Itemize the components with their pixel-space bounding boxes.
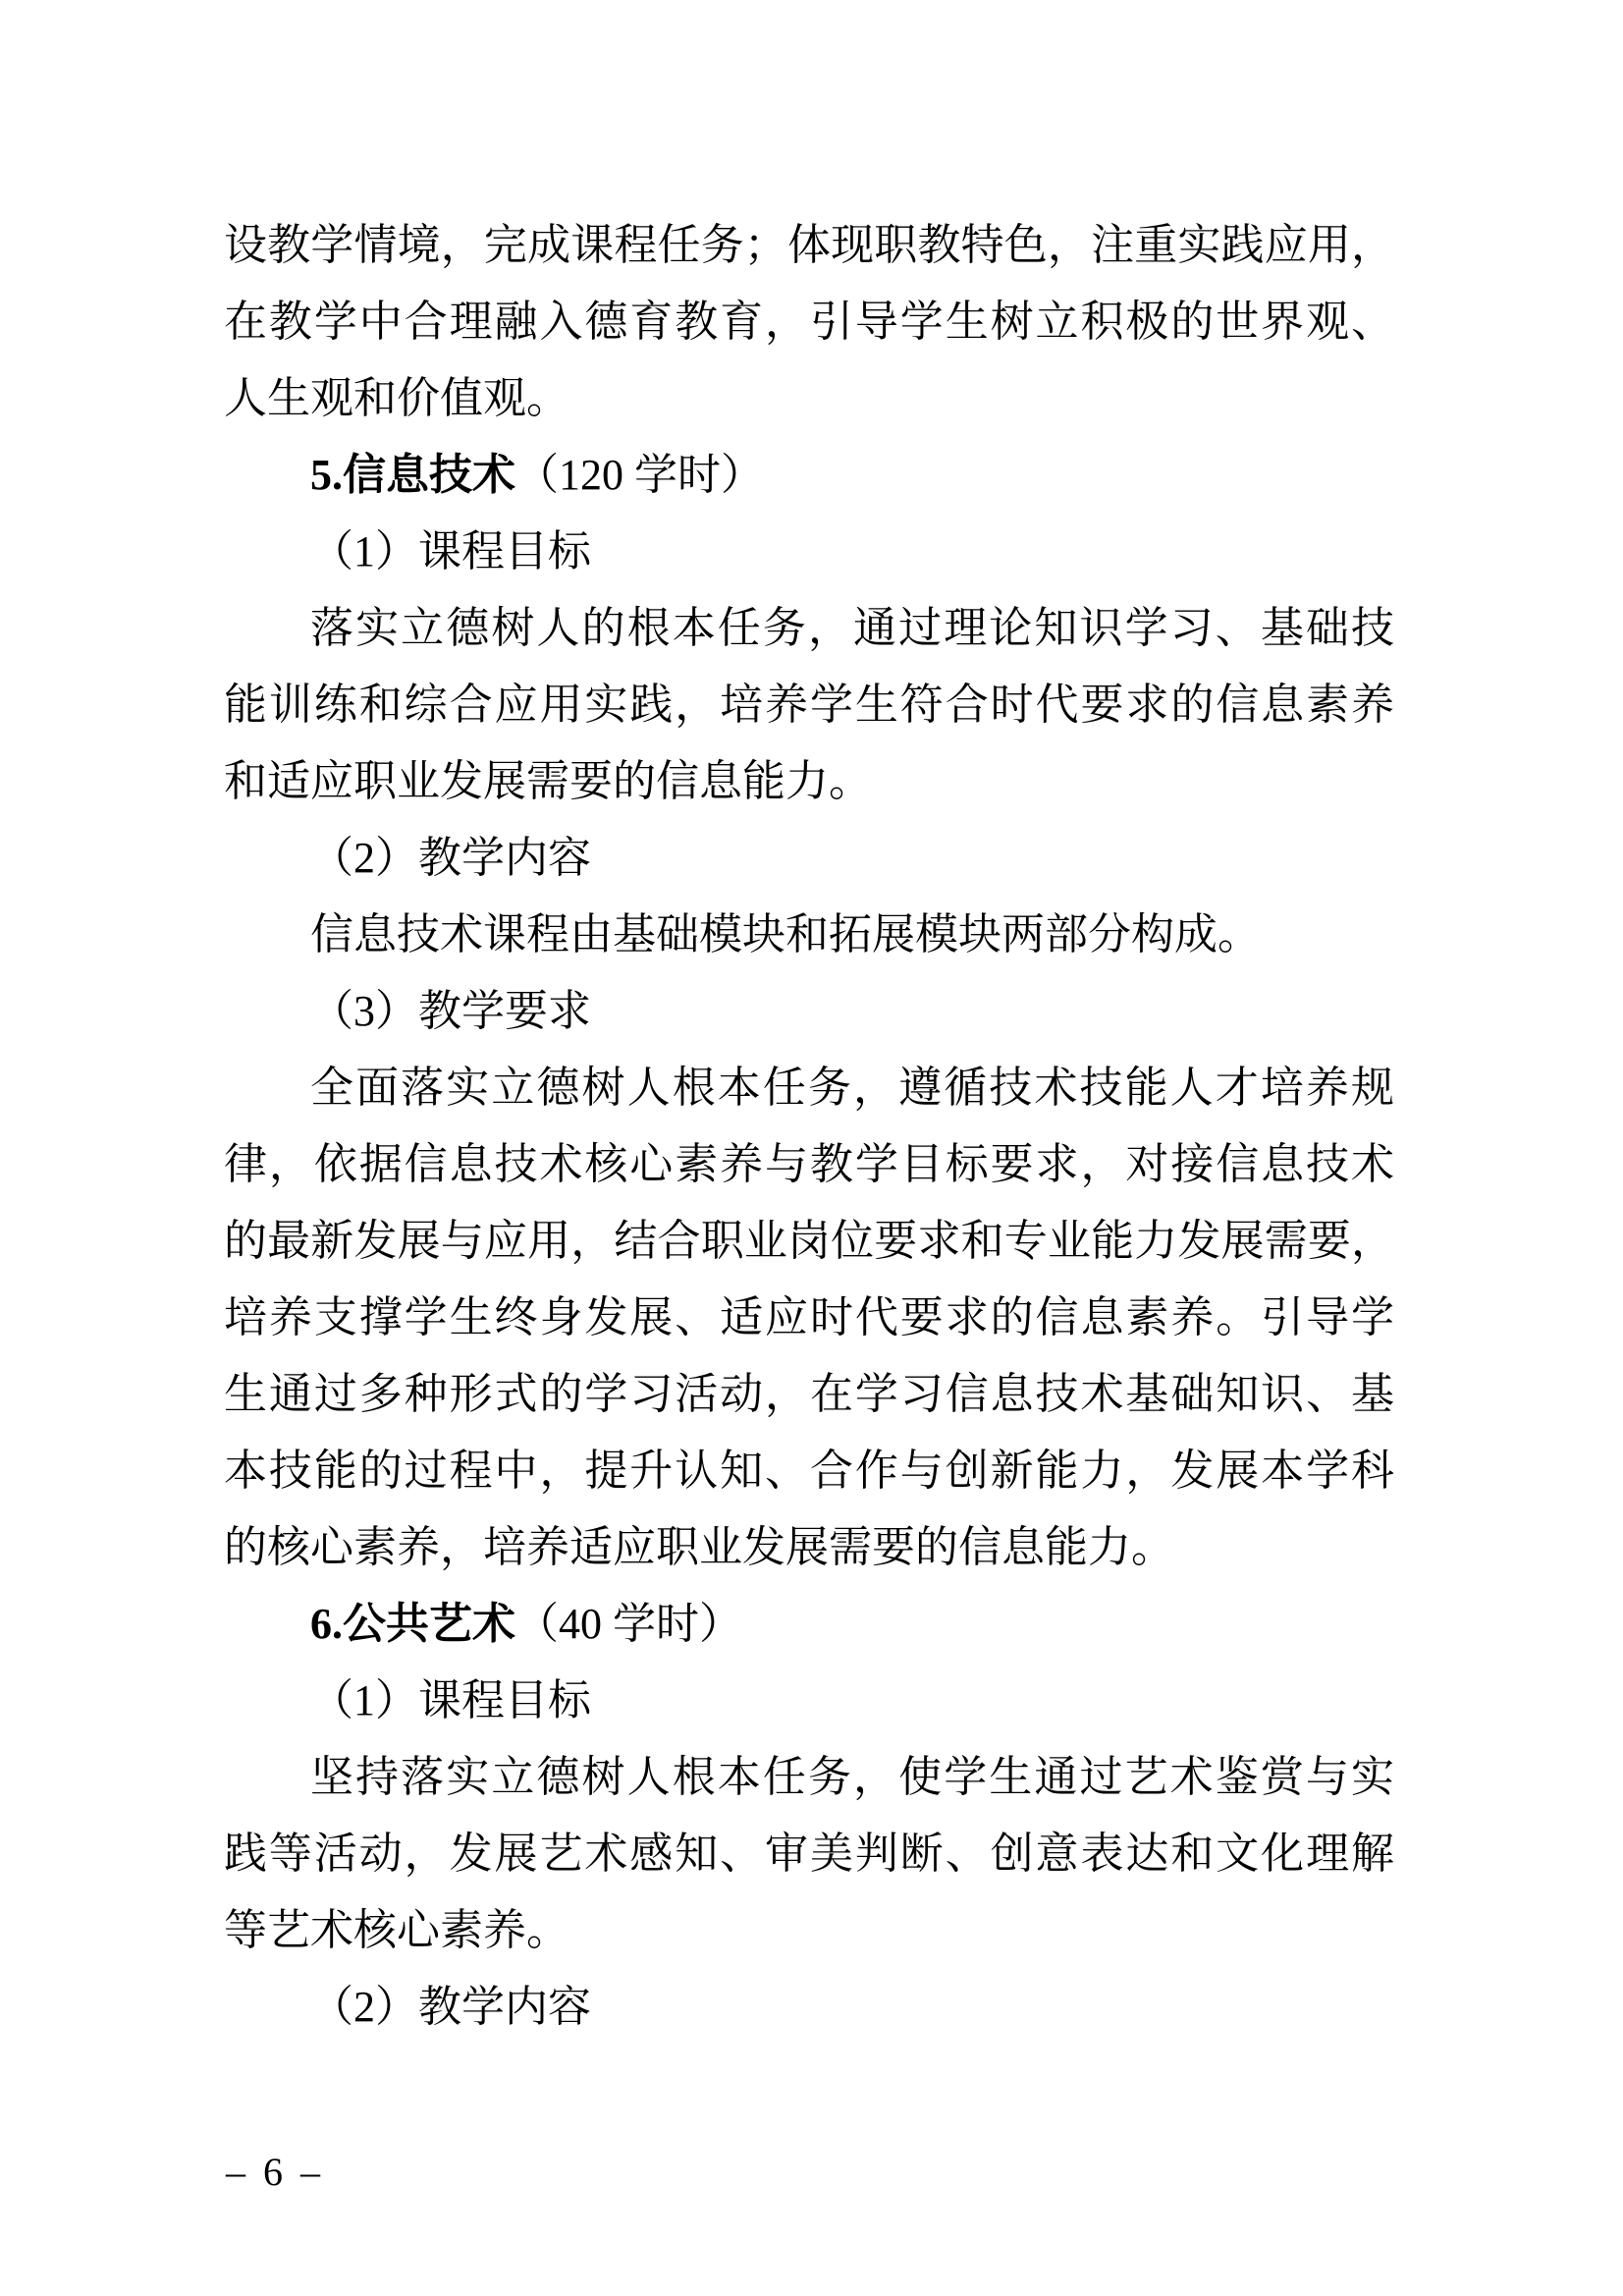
body-line-6: 落实立德树人的根本任务，通过理论知识学习、基础技 bbox=[310, 604, 1394, 652]
section-heading-info-tech-title: 5.信息技术 bbox=[310, 451, 515, 499]
body-line-24: （2）教学内容 bbox=[310, 1983, 591, 2031]
section-heading-info-tech-hours: （120 学时） bbox=[515, 451, 764, 499]
body-line-11: （3）教学要求 bbox=[310, 987, 591, 1035]
body-line-7: 能训练和综合应用实践，培养学生符合时代要求的信息素养 bbox=[224, 681, 1394, 729]
body-line-20: （1）课程目标 bbox=[310, 1676, 591, 1724]
body-line-8: 和适应职业发展需要的信息能力。 bbox=[224, 757, 872, 805]
body-line-22: 践等活动，发展艺术感知、审美判断、创意表达和文化理解 bbox=[224, 1830, 1394, 1878]
section-heading-public-art-title: 6.公共艺术 bbox=[310, 1600, 515, 1648]
body-line-21: 坚持落实立德树人根本任务，使学生通过艺术鉴赏与实 bbox=[310, 1753, 1394, 1801]
body-line-9: （2）教学内容 bbox=[310, 834, 591, 882]
body-line-5: （1）课程目标 bbox=[310, 527, 591, 575]
body-line-10: 信息技术课程由基础模块和拓展模块两部分构成。 bbox=[310, 910, 1261, 958]
body-text bbox=[224, 207, 1394, 2046]
body-line-2: 在教学中合理融入德育教育，引导学生树立积极的世界观、 bbox=[224, 298, 1394, 346]
section-heading-public-art-hours: （40 学时） bbox=[515, 1600, 742, 1648]
page-number: – 6 – bbox=[226, 2150, 324, 2194]
body-line-3: 人生观和价值观。 bbox=[224, 374, 569, 422]
section-heading-info-tech bbox=[224, 437, 1394, 514]
body-line-16: 生通过多种形式的学习活动，在学习信息技术基础知识、基 bbox=[224, 1370, 1394, 1418]
body-line-13: 律，依据信息技术核心素养与教学目标要求，对接信息技术 bbox=[224, 1140, 1394, 1188]
body-line-14: 的最新发展与应用，结合职业岗位要求和专业能力发展需要， bbox=[224, 1217, 1394, 1265]
body-line-17: 本技能的过程中，提升认知、合作与创新能力，发展本学科 bbox=[224, 1447, 1394, 1495]
body-line-18: 的核心素养，培养适应职业发展需要的信息能力。 bbox=[224, 1523, 1174, 1571]
body-line-23: 等艺术核心素养。 bbox=[224, 1906, 569, 1954]
body-line-1: 设教学情境，完成课程任务；体现职教特色，注重实践应用， bbox=[224, 221, 1394, 269]
section-heading-public-art bbox=[224, 1586, 1394, 1663]
body-line-15: 培养支撑学生终身发展、适应时代要求的信息素养。引导学 bbox=[224, 1293, 1394, 1341]
body-line-12: 全面落实立德树人根本任务，遵循技术技能人才培养规 bbox=[310, 1064, 1394, 1112]
